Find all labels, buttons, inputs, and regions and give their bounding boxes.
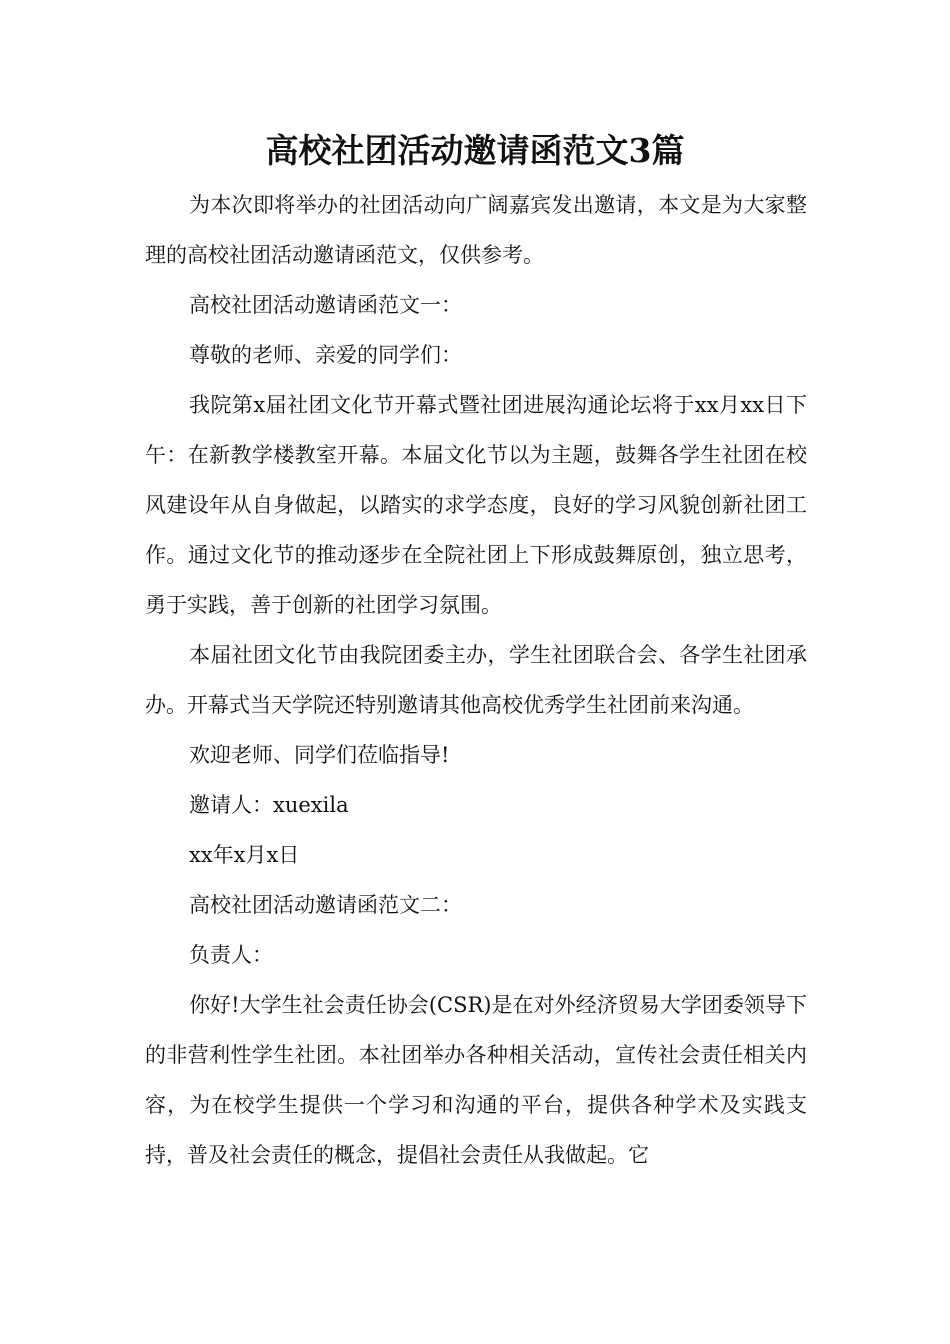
paragraph-heading-sample-one: 高校社团活动邀请函范文一： (189, 293, 462, 317)
paragraph-addressee: 负责人： (189, 943, 273, 967)
paragraph-heading-sample-two: 高校社团活动邀请函范文二： (189, 893, 462, 917)
paragraph-body: 我院第x届社团文化节开幕式暨社团进展沟通论坛将于xx月xx日下午：在新教学楼教室开幕。本届文化节以为主题，鼓舞各学生社团在校风建设年从自身做起，以踏实的求学态度，良好的学习风貌创新社团工作。通过文化节的推动逐步在全院社团上下形成鼓舞原创，独立思考，勇于实践，善于创新的社团学习氛围。 (145, 393, 807, 617)
paragraph-intro: 为本次即将举办的社团活动向广阔嘉宾发出邀请，本文是为大家整理的高校社团活动邀请函范文，仅供参考。 (145, 193, 807, 267)
paragraph-date: xx年x月x日 (189, 843, 300, 867)
document-body (145, 180, 807, 1180)
paragraph-salutation: 尊敬的老师、亲爱的同学们： (189, 343, 462, 367)
document-title: 高校社团活动邀请函范文3篇 (265, 131, 685, 170)
paragraph-body: 本届社团文化节由我院团委主办，学生社团联合会、各学生社团承办。开幕式当天学院还特别邀请其他高校优秀学生社团前来沟通。 (145, 643, 807, 717)
paragraph-body: 你好!大学生社会责任协会(CSR)是在对外经济贸易大学团委领导下的非营利性学生社团。本社团举办各种相关活动，宣传社会责任相关内容，为在校学生提供一个学习和沟通的平台，提供各种学术及实践支持，普及社会责任的概念，提倡社会责任从我做起。它 (145, 993, 807, 1167)
paragraph-welcome: 欢迎老师、同学们莅临指导! (189, 743, 450, 767)
paragraph-inviter: 邀请人：xuexila (189, 793, 349, 817)
